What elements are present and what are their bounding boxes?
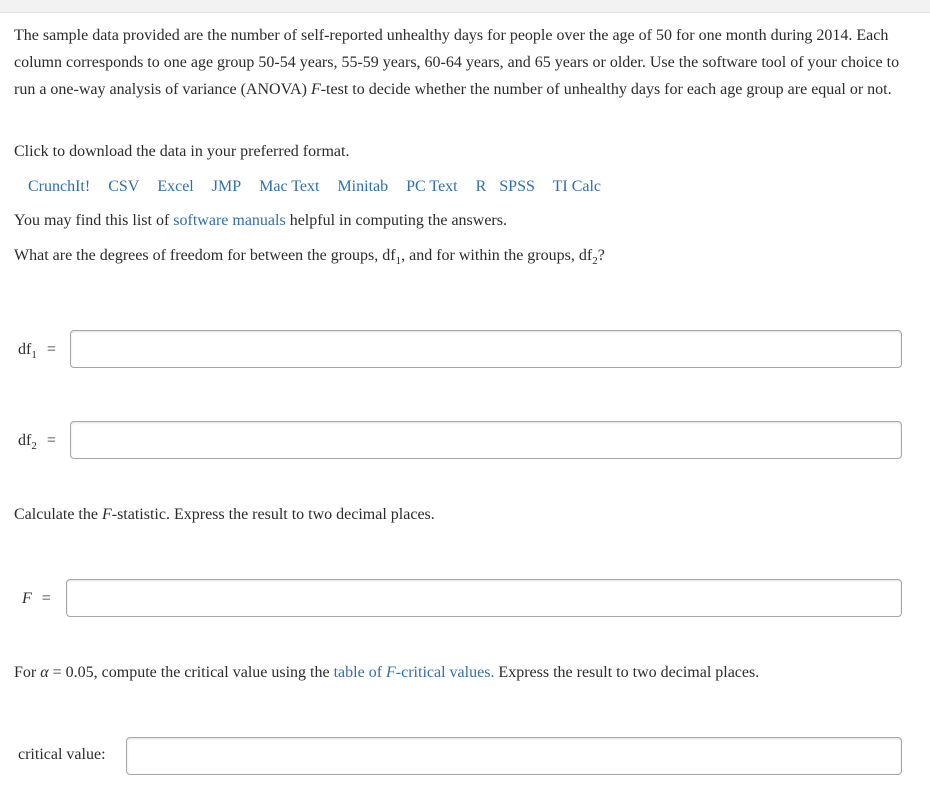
df1-label [18,341,56,359]
critical-prompt-c: Express the result to two decimal places. [494,664,760,681]
df-question-part-c: ? [597,247,605,264]
df-question [14,242,904,269]
df1-equals: = [46,341,56,358]
df-question-part-a: What are the degrees of freedom for between the groups, df [14,247,396,264]
df2-label-sub: 2 [31,440,37,452]
download-spss-link[interactable]: SPSS [499,178,535,195]
critical-value-input[interactable] [126,737,902,775]
fstat-f-symbol: F [101,506,112,523]
download-jmp-link[interactable]: JMP [211,178,242,195]
critical-prompt-a: For [14,664,41,681]
manual-line-after: helpful in computing the answers. [285,212,507,229]
software-manuals-link[interactable]: software manuals [173,212,286,229]
alpha-symbol: α [40,664,49,681]
download-mac-text-link[interactable]: Mac Text [259,178,320,195]
df2-equals: = [46,432,56,449]
fstat-prompt [14,501,904,528]
download-r-link[interactable]: R [475,178,487,195]
critical-value-label-text: critical value: [18,746,106,763]
problem-statement [14,22,904,103]
critical-prompt [14,659,904,686]
df1-label-sub: 1 [31,349,37,361]
critical-prompt-b: = 0.05, compute the critical value using the [48,664,334,681]
f-statistic-input[interactable] [66,579,902,617]
download-minitab-link[interactable]: Minitab [337,178,389,195]
df-question-sub1: 1 [395,255,402,267]
download-csv-link[interactable]: CSV [108,178,140,195]
df2-input[interactable] [70,421,902,459]
df-question-sub2: 2 [592,255,598,267]
top-bar [0,0,930,13]
download-crunchit-link[interactable]: CrunchIt! [28,178,91,195]
intro-f-symbol: F [310,81,321,98]
f-critical-table-link[interactable] [334,664,495,681]
f-label-text [22,590,51,608]
f-equals: = [41,590,51,607]
download-links [28,173,615,200]
df1-label-text [18,341,56,359]
download-prompt: Click to download the data in your preferred format. [14,143,350,160]
manual-line-before: You may find this list of [14,212,174,229]
df1-label-df: df [18,341,32,358]
intro-text: The sample data provided are the number of self-reported unhealthy days for people over the age of 50 for one month during 2014. Each column corresponds to one age group 50-54 years, 55-59 years, 60-64 years, and 65 years or older. Use the software tool of your choice to run a one-way analysis of variance (ANOVA) [14,27,900,98]
df2-label-text [18,432,56,450]
critical-value-label [18,746,106,764]
download-ti-calc-link[interactable]: TI Calc [552,178,602,195]
f-label [22,590,51,608]
manual-line [14,207,904,234]
f-table-link-a: table of [333,664,387,681]
df2-label-df: df [18,432,32,449]
download-excel-link[interactable]: Excel [157,178,194,195]
f-table-link-f: F [386,664,396,681]
fstat-prompt-b: -statistic. Express the result to two decimal places. [111,506,435,523]
f-label-symbol: F [22,590,32,607]
f-table-link-b: -critical values. [395,664,495,681]
intro-text-end: -test to decide whether the number of unhealthy days for each age group are equal or not. [320,81,892,98]
fstat-prompt-a: Calculate the [14,506,102,523]
df2-label [18,432,56,450]
df-question-part-b: , and for within the groups, df [401,247,593,264]
download-pc-text-link[interactable]: PC Text [406,178,458,195]
df1-input[interactable] [70,330,902,368]
